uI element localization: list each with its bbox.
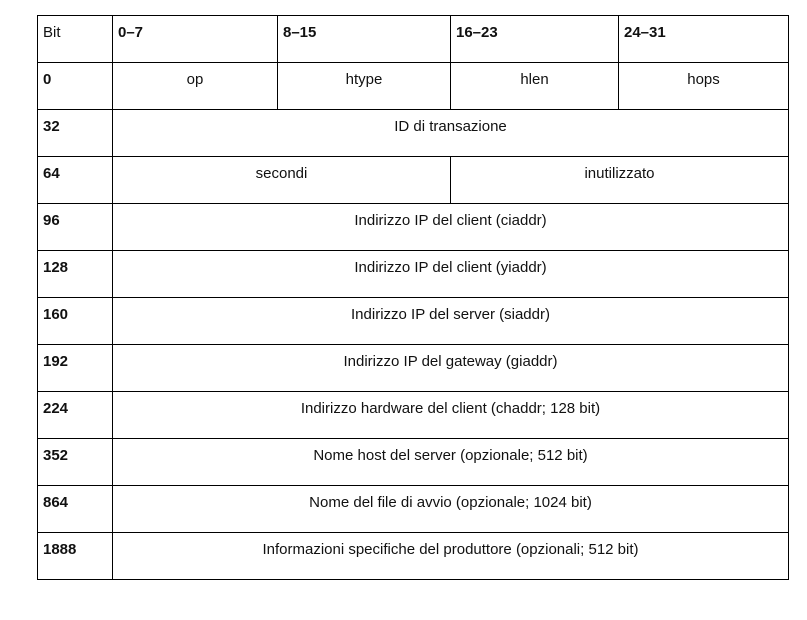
column-header-8-15: 8–15 [278, 16, 451, 63]
bit-offset-cell: 32 [38, 110, 113, 157]
field-file: Nome del file di avvio (opzionale; 1024 bit) [113, 486, 789, 533]
field-vendor-options: Informazioni specifiche del produttore (opzionali; 512 bit) [113, 533, 789, 580]
bit-offset-cell: 128 [38, 251, 113, 298]
table-row [38, 157, 789, 204]
column-header-0-7: 0–7 [113, 16, 278, 63]
table-row [38, 486, 789, 533]
table-row [38, 110, 789, 157]
bit-offset-cell: 96 [38, 204, 113, 251]
bit-offset-cell: 352 [38, 439, 113, 486]
table-row [38, 251, 789, 298]
bit-offset-cell: 864 [38, 486, 113, 533]
column-header-16-23: 16–23 [451, 16, 619, 63]
bit-offset-cell: 1888 [38, 533, 113, 580]
table-row [38, 298, 789, 345]
field-giaddr: Indirizzo IP del gateway (giaddr) [113, 345, 789, 392]
field-unused: inutilizzato [451, 157, 789, 204]
table-row [38, 533, 789, 580]
bit-header-label: Bit [43, 24, 61, 41]
bit-offset-cell: 160 [38, 298, 113, 345]
field-htype: htype [278, 63, 451, 110]
field-ciaddr: Indirizzo IP del client (ciaddr) [113, 204, 789, 251]
bit-header-cell [38, 16, 113, 63]
field-transaction-id: ID di transazione [113, 110, 789, 157]
table-row [38, 392, 789, 439]
field-yiaddr: Indirizzo IP del client (yiaddr) [113, 251, 789, 298]
table-row [38, 345, 789, 392]
table-row [38, 439, 789, 486]
column-header-24-31: 24–31 [619, 16, 789, 63]
field-op: op [113, 63, 278, 110]
field-seconds: secondi [113, 157, 451, 204]
field-sname: Nome host del server (opzionale; 512 bit) [113, 439, 789, 486]
dhcp-packet-format-table [37, 15, 789, 580]
table-row [38, 63, 789, 110]
bit-offset-cell: 0 [38, 63, 113, 110]
field-chaddr: Indirizzo hardware del client (chaddr; 128 bit) [113, 392, 789, 439]
bit-offset-cell: 192 [38, 345, 113, 392]
table-row [38, 204, 789, 251]
bit-offset-cell: 64 [38, 157, 113, 204]
header-row [38, 16, 789, 63]
field-hlen: hlen [451, 63, 619, 110]
field-hops: hops [619, 63, 789, 110]
bit-offset-cell: 224 [38, 392, 113, 439]
field-siaddr: Indirizzo IP del server (siaddr) [113, 298, 789, 345]
